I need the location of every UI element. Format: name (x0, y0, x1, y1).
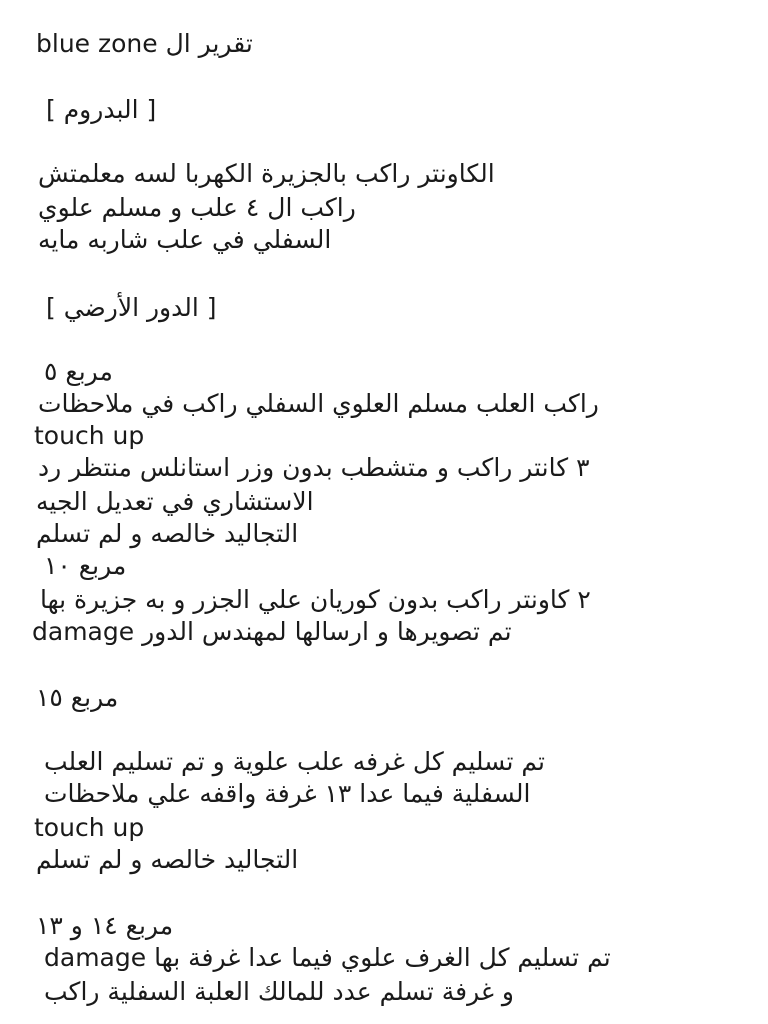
note-line (36, 844, 764, 876)
note-line-text: touch up (34, 421, 145, 450)
note-line (36, 518, 764, 550)
note-line (38, 192, 766, 224)
note-line-text: السفلية فيما عدا ١٣ غرفة واقفه علي ملاحظات (44, 779, 531, 808)
note-line-text: الكاونتر راكب بالجزيرة الكهربا لسه معلمتش (38, 159, 495, 188)
note-line-text: تم تسليم كل غرفه علب علوية و تم تسليم العلب (44, 747, 545, 776)
note-line-text: تقرير ال blue zone (36, 29, 253, 58)
note-line-text: التجاليد خالصه و لم تسلم (36, 845, 299, 874)
note-line (36, 28, 764, 60)
note-line (44, 356, 768, 388)
note-line (34, 420, 762, 452)
note-line-text: الاستشاري في تعديل الجيه (36, 487, 314, 516)
note-line-text: و غرفة تسلم عدد للمالك العلبة السفلية راكب (44, 977, 514, 1006)
note-line (44, 942, 768, 974)
note-line-text: راكب العلب مسلم العلوي السفلي راكب في ملاحظات (38, 389, 599, 418)
note-line-text: damage تم تصويرها و ارسالها لمهندس الدور (32, 617, 512, 646)
note-line-text: ٢ كاونتر راكب بدون كوريان علي الجزر و به جزيرة بها (40, 585, 591, 614)
note-line (38, 158, 766, 190)
note-line-text: ٣ كانتر راكب و متشطب بدون وزر استانلس منتظر رد (38, 453, 590, 482)
note-line (36, 910, 764, 942)
note-line-text: راكب ال ٤ علب و مسلم علوي (38, 193, 356, 222)
note-line (38, 388, 766, 420)
note-line (38, 224, 766, 256)
note-line (40, 584, 768, 616)
note-line-text: touch up (34, 813, 145, 842)
note-line-text: تم تسليم كل الغرف علوي فيما عدا غرفة بها damage (44, 943, 611, 972)
note-line-text: [ البدروم ] (46, 95, 157, 124)
note-line-text: مربع ١٤ و ١٣ (36, 911, 174, 940)
note-line (34, 812, 762, 844)
note-line (32, 616, 760, 648)
note-line-text: [ الدور الأرضي ] (46, 293, 217, 322)
note-line-text: مربع ١٠ (44, 551, 127, 580)
note-line (44, 550, 768, 582)
note-line (44, 778, 768, 810)
note-line-text: التجاليد خالصه و لم تسلم (36, 519, 299, 548)
note-line (36, 486, 764, 518)
note-line-text: مربع ١٥ (36, 683, 119, 712)
note-line (36, 682, 764, 714)
note-line (44, 746, 768, 778)
note-line-text: مربع ٥ (44, 357, 113, 386)
note-line (44, 976, 768, 1008)
note-line (46, 292, 768, 324)
note-line (38, 452, 766, 484)
note-line (46, 94, 768, 126)
note-line-text: السفلي في علب شاربه مايه (38, 225, 332, 254)
